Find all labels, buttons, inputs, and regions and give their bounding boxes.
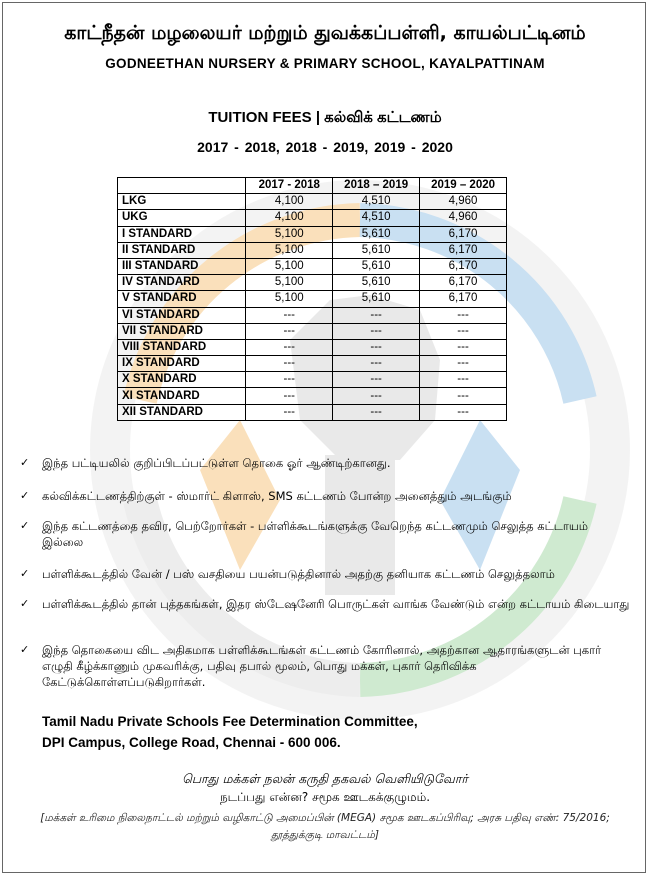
fee-cell: 4,510	[333, 210, 420, 226]
class-name-cell: II STANDARD	[118, 242, 246, 258]
check-icon: ✓	[20, 456, 30, 469]
class-name-cell: VI STANDARD	[118, 307, 246, 323]
fee-cell: 5,100	[246, 291, 333, 307]
fee-cell: 4,960	[420, 210, 507, 226]
fee-cell: 5,610	[333, 291, 420, 307]
class-name-cell: VIII STANDARD	[118, 339, 246, 355]
table-row	[118, 210, 507, 226]
document-subtitle: TUITION FEES | கல்விக் கட்டணம்	[208, 109, 442, 126]
class-name-cell: IX STANDARD	[118, 356, 246, 372]
fee-cell: 5,100	[246, 226, 333, 242]
column-header: 2018 – 2019	[333, 178, 420, 194]
table-row	[118, 404, 507, 420]
fee-cell: ---	[333, 307, 420, 323]
publisher-line: பொது மக்கள் நலன் கருதி தகவல் வெளியிடுவோர்	[182, 771, 468, 786]
fee-cell: ---	[420, 388, 507, 404]
fee-cell: ---	[246, 356, 333, 372]
fee-cell: 6,170	[420, 226, 507, 242]
table-row	[118, 388, 507, 404]
school-name-tamil: காட்நீதன் மழலையர் மற்றும் துவக்கப்பள்ளி, காயல்பட்டினம்	[64, 22, 586, 44]
fee-cell: 5,100	[246, 275, 333, 291]
table-body	[118, 194, 507, 421]
fee-cell: ---	[333, 404, 420, 420]
fee-cell: ---	[246, 323, 333, 339]
class-name-cell: III STANDARD	[118, 258, 246, 274]
table-row	[118, 194, 507, 210]
table-row	[118, 323, 507, 339]
column-header: 2017 - 2018	[246, 178, 333, 194]
check-icon: ✓	[20, 489, 30, 502]
fee-cell: ---	[420, 356, 507, 372]
table-row	[118, 307, 507, 323]
fee-cell: 5,610	[333, 226, 420, 242]
fee-cell: 4,100	[246, 194, 333, 210]
class-name-cell: XI STANDARD	[118, 388, 246, 404]
fee-cell: 5,610	[333, 242, 420, 258]
class-name-cell: XII STANDARD	[118, 404, 246, 420]
publisher-name: நடப்பது என்ன? சமூக ஊடகக்குழுமம்.	[219, 790, 431, 804]
fee-cell: 5,100	[246, 242, 333, 258]
fee-cell: ---	[246, 339, 333, 355]
fee-cell: 5,610	[333, 258, 420, 274]
class-name-cell: IV STANDARD	[118, 275, 246, 291]
check-icon: ✓	[20, 519, 30, 532]
fee-cell: ---	[333, 356, 420, 372]
table-row	[118, 339, 507, 355]
fee-cell: ---	[420, 323, 507, 339]
fee-cell: 4,100	[246, 210, 333, 226]
committee-location: DPI Campus, College Road, Chennai - 600 006.	[42, 735, 341, 750]
table-row	[118, 242, 507, 258]
fee-cell: ---	[246, 372, 333, 388]
committee-name: Tamil Nadu Private Schools Fee Determination Committee,	[42, 714, 418, 729]
academic-years: 2017 - 2018, 2018 - 2019, 2019 - 2020	[197, 139, 453, 155]
publisher-registration: [மக்கள் உரிமை நிலைநாட்டல் மற்றும் வழிகாட்டு அமைப்பின் (MEGA) சமூக ஊடகப்பிரிவு; அரசு பதிவு எண்: 75/2016; தூத்துக்குடி மாவட்டம்]	[40, 812, 610, 841]
check-icon: ✓	[20, 567, 30, 580]
fee-cell: 6,170	[420, 258, 507, 274]
class-name-cell: UKG	[118, 210, 246, 226]
class-name-cell: I STANDARD	[118, 226, 246, 242]
class-name-cell: V STANDARD	[118, 291, 246, 307]
table-row	[118, 372, 507, 388]
column-header	[118, 178, 246, 194]
table-row	[118, 226, 507, 242]
fee-cell: ---	[420, 339, 507, 355]
school-name-english: GODNEETHAN NURSERY & PRIMARY SCHOOL, KAYALPATTINAM	[105, 56, 545, 71]
fee-cell: ---	[420, 372, 507, 388]
fee-cell: 5,610	[333, 275, 420, 291]
check-icon: ✓	[20, 597, 30, 610]
table-row	[118, 356, 507, 372]
fee-cell: ---	[333, 372, 420, 388]
fee-cell: ---	[333, 339, 420, 355]
fee-cell: 5,100	[246, 258, 333, 274]
fee-cell: 6,170	[420, 275, 507, 291]
table-row	[118, 275, 507, 291]
fee-cell: ---	[246, 404, 333, 420]
class-name-cell: LKG	[118, 194, 246, 210]
committee-address	[42, 711, 418, 753]
fee-cell: 4,960	[420, 194, 507, 210]
fee-cell: ---	[420, 307, 507, 323]
fee-cell: 4,510	[333, 194, 420, 210]
fee-cell: 6,170	[420, 242, 507, 258]
fee-cell: 6,170	[420, 291, 507, 307]
class-name-cell: X STANDARD	[118, 372, 246, 388]
class-name-cell: VII STANDARD	[118, 323, 246, 339]
fee-cell: ---	[246, 388, 333, 404]
fee-cell: ---	[246, 307, 333, 323]
tuition-fee-table	[117, 177, 507, 421]
fee-cell: ---	[420, 404, 507, 420]
table-row	[118, 258, 507, 274]
table-header-row	[118, 178, 507, 194]
check-icon: ✓	[20, 643, 30, 656]
fee-cell: ---	[333, 388, 420, 404]
fee-cell: ---	[333, 323, 420, 339]
table-row	[118, 291, 507, 307]
column-header: 2019 – 2020	[420, 178, 507, 194]
